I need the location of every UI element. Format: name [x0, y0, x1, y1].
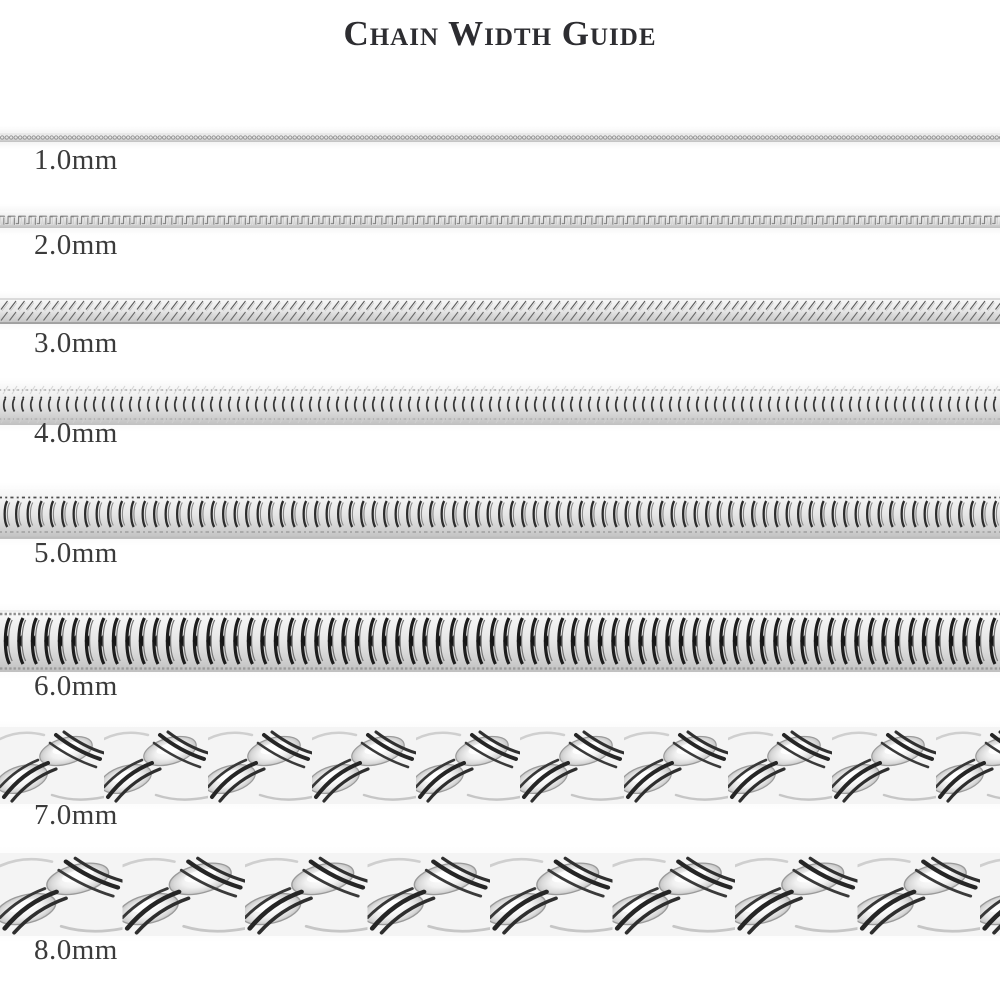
chain-photo-1mm	[0, 133, 1000, 142]
chain-width-label-4mm: 4.0mm	[34, 417, 118, 449]
page-title: Chain Width Guide	[343, 14, 657, 53]
chain-photo-3mm	[0, 298, 1000, 324]
chain-photo-5mm	[0, 489, 1000, 539]
chain-photo-6mm	[0, 610, 1000, 672]
chain-photo-4mm	[0, 384, 1000, 425]
chain-photo-8mm	[0, 853, 1000, 936]
chain-photo-2mm	[0, 211, 1000, 228]
chain-width-label-2mm: 2.0mm	[34, 229, 118, 261]
chain-width-label-3mm: 3.0mm	[34, 327, 118, 359]
chain-width-label-1mm: 1.0mm	[34, 144, 118, 176]
chain-width-label-7mm: 7.0mm	[34, 799, 118, 831]
chain-width-label-6mm: 6.0mm	[34, 670, 118, 702]
chain-width-label-8mm: 8.0mm	[34, 934, 118, 966]
chain-width-label-5mm: 5.0mm	[34, 537, 118, 569]
chain-photo-7mm	[0, 727, 1000, 804]
